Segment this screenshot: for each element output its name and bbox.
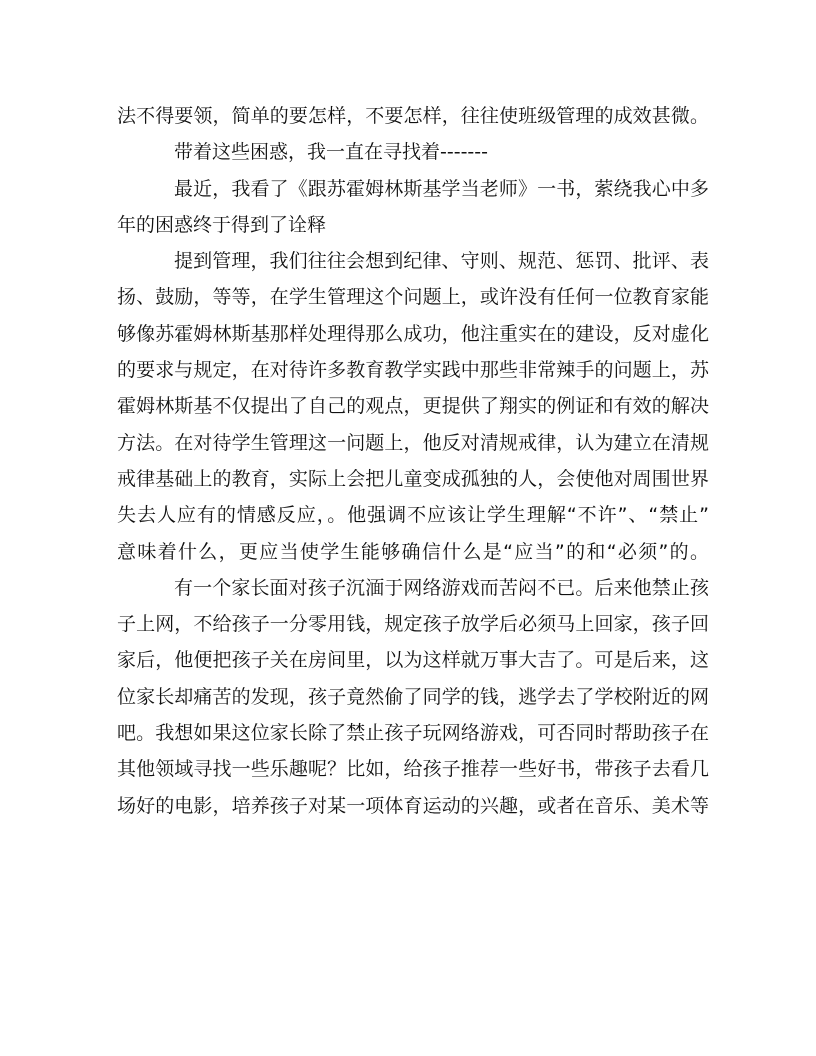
text-line: 霍姆林斯基不仅提出了自己的观点，更提供了翔实的例证和有效的解决	[117, 395, 709, 418]
text-line: 场好的电影，培养孩子对某一项体育运动的兴趣，或者在音乐、美术等	[117, 794, 709, 817]
text-line: 扬、鼓励，等等，在学生管理这个问题上，或许没有任何一位教育家能	[117, 286, 709, 309]
text-line: 最近，我看了《跟苏霍姆林斯基学当老师》一书，萦绕我心中多	[174, 177, 709, 200]
text-line: 意味着什么，更应当使学生能够确信什么是“应当”的和“必须”的。	[117, 540, 709, 563]
text-line: 提到管理，我们往往会想到纪律、守则、规范、惩罚、批评、表	[174, 250, 709, 273]
text-line: 家后，他便把孩子关在房间里，以为这样就万事大吉了。可是后来，这	[117, 649, 709, 672]
text-line: 带着这些困惑，我一直在寻找着-------	[174, 141, 488, 164]
text-line: 其他领域寻找一些乐趣呢？比如，给孩子推荐一些好书，带孩子去看几	[117, 758, 709, 781]
text-line: 失去人应有的情感反应，。他强调不应该让学生理解“不许”、“禁止”	[117, 504, 709, 527]
text-line: 位家长却痛苦的发现，孩子竟然偷了同学的钱，逃学去了学校附近的网	[117, 685, 709, 708]
text-line: 子上网，不给孩子一分零用钱，规定孩子放学后必须马上回家，孩子回	[117, 613, 709, 636]
text-line: 够像苏霍姆林斯基那样处理得那么成功，他注重实在的建设，反对虚化	[117, 322, 709, 345]
document-body	[117, 98, 709, 824]
text-line: 年的困惑终于得到了诠释	[117, 213, 327, 236]
text-line: 戒律基础上的教育，实际上会把儿童变成孤独的人，会使他对周围世界	[117, 467, 709, 490]
text-line: 法不得要领，简单的要怎样，不要怎样，往往使班级管理的成效甚微。	[117, 105, 709, 127]
text-line: 的要求与规定，在对待许多教育教学实践中那些非常辣手的问题上，苏	[117, 359, 709, 382]
text-line: 吧。我想如果这位家长除了禁止孩子玩网络游戏，可否同时帮助孩子在	[117, 722, 709, 745]
text-line: 有一个家长面对孩子沉湎于网络游戏而苦闷不已。后来他禁止孩	[174, 576, 709, 599]
text-line: 方法。在对待学生管理这一问题上，他反对清规戒律，认为建立在清规	[117, 431, 709, 454]
